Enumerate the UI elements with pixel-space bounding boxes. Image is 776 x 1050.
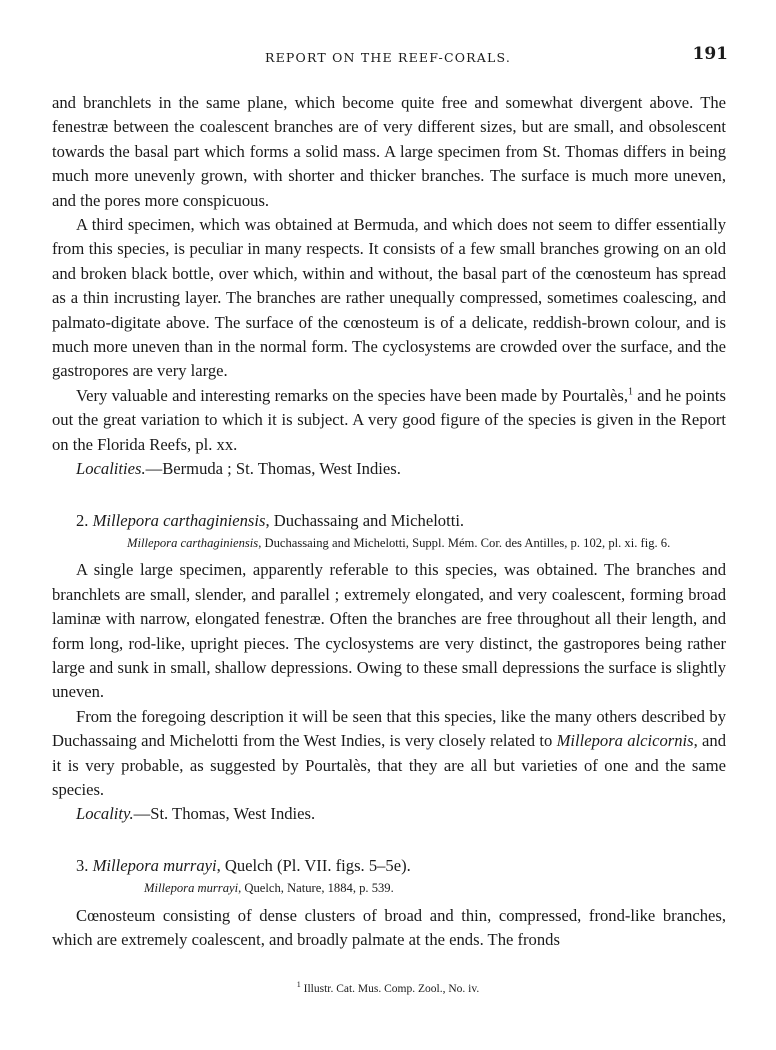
relationship-text: From the foregoing description it will be seen that this species, like the many others described by Duchassaing and Michelotti from the West Indies, is very closely related to	[52, 706, 726, 751]
section-spacer	[52, 827, 726, 854]
locality-label: Locality.	[76, 804, 134, 824]
reference-species-name: Millepora murrayi	[144, 881, 239, 896]
footnote-marker: 1	[628, 386, 634, 398]
localities-value: —Bermuda ; St. Thomas, West Indies.	[145, 459, 401, 479]
paragraph-relationship	[52, 705, 726, 803]
remarks-text-continued: and he points out the great variation to which it is subject. A very good figure of the species is given in the Report on the Florida Reefs, pl. xx.	[52, 385, 726, 454]
reference-citation: , Quelch, Nature, 1884, p. 539.	[238, 881, 394, 896]
footnote	[0, 980, 776, 995]
species-name: Millepora murrayi	[92, 855, 217, 875]
running-header	[0, 44, 776, 68]
related-species-name: Millepora alcicornis	[556, 731, 694, 751]
localities-line	[76, 457, 726, 481]
localities-label: Localities.	[76, 459, 146, 479]
species-authority: , Duchassaing and Michelotti.	[265, 510, 465, 530]
species-number: 2.	[76, 510, 89, 530]
reference-species-name: Millepora carthaginiensis	[127, 535, 259, 550]
species-name: Millepora carthaginiensis	[92, 510, 266, 530]
species-number: 3.	[76, 855, 89, 875]
footnote-text: Illustr. Cat. Mus. Comp. Zool., No. iv.	[300, 983, 480, 995]
species-reference	[52, 535, 726, 553]
species-reference	[144, 880, 726, 898]
relationship-text-continued: , and it is very probable, as suggested by Pourtalès, that they are all but varieties of one and the same species.	[52, 731, 726, 800]
paragraph-continuation: and branchlets in the same plane, which become quite free and somewhat divergent above. The fenestræ between the coalescent branches are of very different sizes, but are small, and obsolescent towards the basal part which forms a solid mass. A large specimen from St. Thomas differs in being much more unevenly grown, with shorter and thicker branches. The surface is much more uneven, and the pores more conspicuous.	[52, 93, 726, 210]
running-title: REPORT ON THE REEF-CORALS.	[264, 50, 512, 65]
body-text	[52, 91, 726, 953]
page-number: 191	[692, 44, 728, 64]
species-authority: , Quelch (Pl. VII. figs. 5–5e).	[216, 855, 411, 875]
section-spacer	[52, 482, 726, 509]
paragraph-bermuda-specimen: A third specimen, which was obtained at Bermuda, and which does not seem to differ essentially from this species, is peculiar in many respects. It consists of a few small branches growing on an old and broken black bottle, over which, within and without, the basal part of the cœnosteum has spread as a thin incrusting layer. The branches are rather unequally compressed, sometimes coalescing, and palmato-digitate above. The surface of the cœnosteum is of a delicate, reddish-brown colour, and is much more uneven than in the normal form. The cyclosystems are crowded over the surface, and the gastropores are very large.	[52, 215, 726, 381]
reference-citation: , Duchassaing and Michelotti, Suppl. Mém. Cor. des Antilles, p. 102, pl. xi. fig. 6.	[258, 535, 671, 550]
paragraph-coenosteum: Cœnosteum consisting of dense clusters of broad and thin, compressed, frond-like branches, which are extremely coalescent, and broadly palmate at the ends. The fronds	[52, 905, 726, 950]
locality-value: —St. Thomas, West Indies.	[133, 804, 316, 824]
locality-line	[76, 802, 726, 826]
species-heading-carthaginiensis	[76, 509, 726, 533]
footnote-number: 1	[296, 980, 301, 990]
paragraph-description: A single large specimen, apparently referable to this species, was obtained. The branches and branchlets are small, slender, and parallel ; extremely elongated, and very coalescent, forming broad laminæ with narrow, elongated fenestræ. Often the branches are free throughout all their length, and form long, rod-like, upright pieces. The cyclosystems are very distinct, the gastropores being rather large and sunk in small, shallow depressions. Owing to these small depressions the surface is slightly uneven.	[52, 560, 726, 702]
remarks-text: Very valuable and interesting remarks on the species have been made by Pourtalès,	[76, 385, 629, 405]
species-heading-murrayi	[76, 854, 726, 878]
paragraph-pourtales-remarks	[52, 384, 726, 457]
